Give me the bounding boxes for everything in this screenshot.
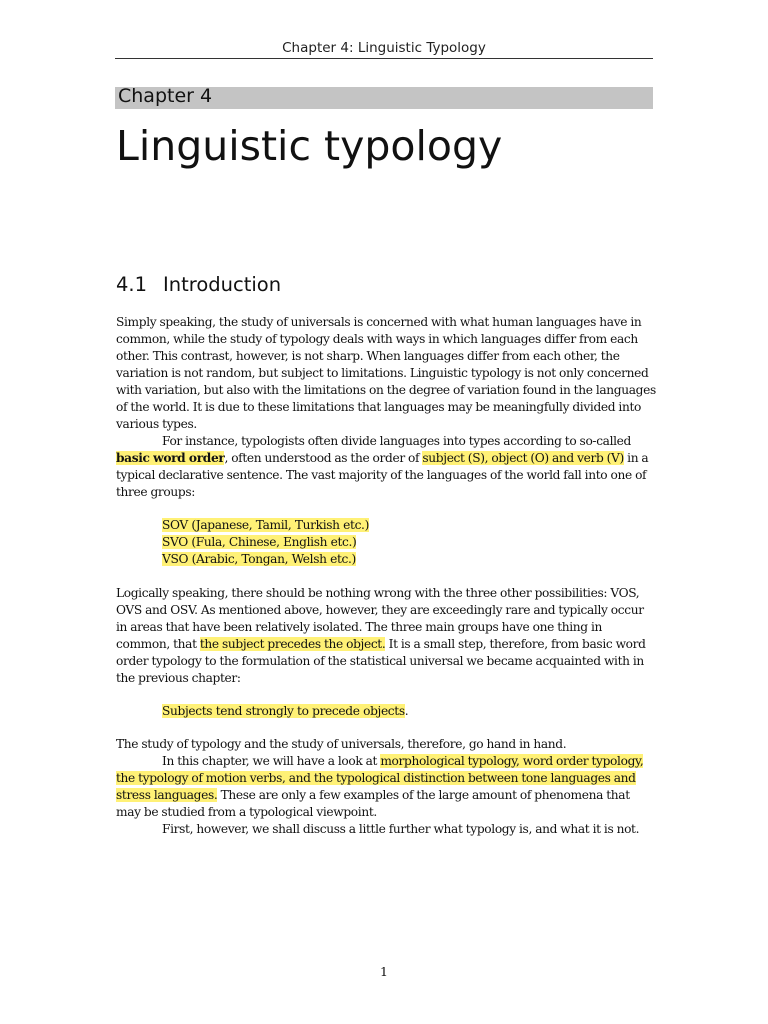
paragraph-chapter-overview: In this chapter, we will have a look at morphological typology, word order typology, the typology of motion verbs, and the typological distinction between tone languages and stress languages. These are only a few examples of the large amount of phenomena that may be studied from a typological viewpoint. (116, 754, 644, 819)
chapter-label: Chapter 4 (118, 85, 213, 107)
universal-statement: Subjects tend strongly to precede objects. (162, 704, 409, 718)
paragraph-hand-in-hand: The study of typology and the study of universals, therefore, go hand in hand. (116, 737, 567, 751)
list-item: SVO (Fula, Chinese, English etc.) (162, 535, 357, 549)
paragraph-other-possibilities: Logically speaking, there should be nothing wrong with the three other possibilities: VOS, OVS and OSV. As mentioned above, however, they are exceedingly rare and typically occur in areas that have been relatively isolated. The three main groups have one thing in common, that the subject precedes the object. It is a small step, therefore, from basic word order typology to the formulation of the statistical universal we became acquainted with in the previous chapter: (116, 586, 646, 685)
body-text-3 (116, 736, 656, 838)
paragraph-word-order: For instance, typologists often divide languages into types according to so-called basic word order, often understood as the order of subject (S), object (O) and verb (V) in a typical declarative sentence. The vast majority of the languages of the world fall into one of three groups: (116, 434, 649, 499)
chapter-title: Linguistic typology (116, 122, 503, 170)
running-header: Chapter 4: Linguistic Typology (115, 40, 653, 59)
highlight-svo: subject (S), object (O) and verb (V) (422, 451, 624, 465)
highlight-universal: Subjects tend strongly to precede objects (162, 704, 405, 718)
body-text-1 (116, 314, 656, 501)
body-text-2 (116, 585, 656, 687)
highlight-topics: morphological typology, word order typology, the typology of motion verbs, and the typological distinction between tone languages and stress languages. (116, 754, 644, 802)
paragraph-first: First, however, we shall discuss a little further what typology is, and what it is not. (162, 822, 640, 836)
highlight-basic-word-order: basic word order (116, 451, 225, 465)
list-item: SOV (Japanese, Tamil, Turkish etc.) (162, 518, 369, 532)
paragraph-intro: Simply speaking, the study of universals is concerned with what human languages have in common, while the study of typology deals with ways in which languages differ from each other. This contrast, however, is not sharp. When languages differ from each other, the variation is not random, but subject to limitations. Linguistic typology is not only concerned with variation, but also with the limitations on the degree of variation found in the languages of the world. It is due to these limitations that languages may be meaningfully divided into various types. (116, 315, 656, 431)
section-number: 4.1 (116, 273, 148, 296)
list-item: VSO (Arabic, Tongan, Welsh etc.) (162, 552, 356, 566)
section-title: Introduction (163, 273, 282, 296)
page-number: 1 (380, 964, 388, 979)
section-heading (116, 273, 281, 296)
word-order-list (162, 517, 369, 568)
chapter-label-band (115, 87, 653, 109)
highlight-subject-precedes: the subject precedes the object. (199, 637, 386, 651)
